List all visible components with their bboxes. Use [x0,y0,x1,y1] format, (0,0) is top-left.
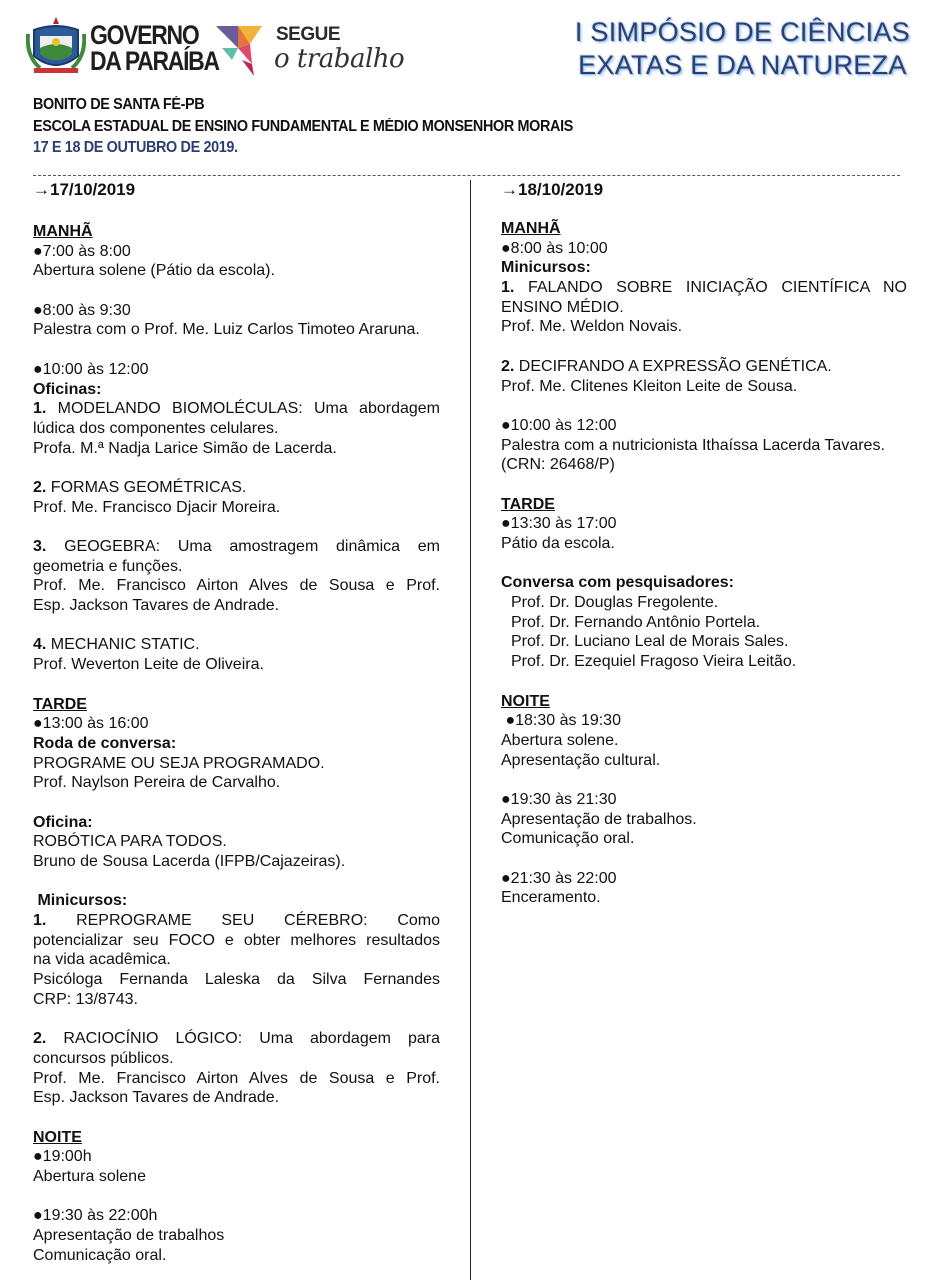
o-trabalho-text: o trabalho [274,44,405,74]
line-text: Enceramento. [501,889,601,907]
line-text: Oficina: [33,813,93,831]
line-text: ●19:30 às 22:00h [33,1207,158,1225]
line-text: Comunicação oral. [501,830,635,848]
line-text: Bruno de Sousa Lacerda (IFPB/Cajazeiras). [33,853,346,870]
line-text: ●18:30 às 19:30 [501,712,621,730]
blank-line [33,281,440,301]
line-text: NOITE [33,1128,82,1146]
schedule-line [33,1088,440,1108]
schedule-line [501,258,907,278]
event-dates: 17 E 18 DE OUTUBRO DE 2019. [33,139,238,156]
line-text: Psicóloga Fernanda Laleska da Silva Fernandes [33,971,440,989]
schedule-line [33,911,440,931]
line-text: ●13:30 às 17:00 [501,515,617,533]
schedule-line [501,357,907,377]
line-text: PROGRAME OU SEJA PROGRAMADO. [33,754,325,772]
line-text: ●8:00 às 10:00 [501,239,608,257]
schedule-line [33,439,440,459]
schedule-line [33,261,440,281]
line-text: Prof. Me. Francisco Airton Alves de Sousa e Prof. [33,1069,440,1087]
blank-line [33,1108,440,1128]
line-text: MANHÃ [501,220,561,237]
line-text: Apresentação de trabalhos. [501,810,697,828]
schedule-line [33,655,440,675]
line-text: Abertura solene (Pátio da escola). [33,262,275,280]
event-title [575,16,910,82]
schedule-line [501,711,907,731]
item-number: 1. [33,912,47,930]
line-text: Esp. Jackson Tavares de Andrade. [33,597,280,615]
schedule-line [33,1049,440,1069]
schedule-line [501,593,907,613]
item-number: 4. [33,636,47,654]
schedule-line [33,419,440,439]
line-text: Prof. Me. Francisco Djacir Moreira. [33,498,281,516]
line-text: REPROGRAME SEU CÉREBRO: Como [46,912,440,930]
schedule-line [33,813,440,833]
schedule-line [33,1029,440,1049]
schedule-line [33,970,440,990]
city: BONITO DE SANTA FÉ-PB [33,96,205,113]
governo-paraiba-logo [26,16,416,78]
day1-schedule [33,222,440,1265]
item-number: 1. [33,400,47,418]
line-text: Minicursos: [501,259,591,277]
line-text: ●13:00 às 16:00 [33,715,149,733]
schedule-line [33,1167,440,1187]
line-text: Oficinas: [33,380,102,398]
schedule-line [501,829,907,849]
blank-line [33,793,440,813]
line-text: Prof. Me. Weldon Novais. [501,318,683,336]
line-text: Prof. Weverton Leite de Oliveira. [33,656,264,674]
day2-schedule [501,219,907,908]
blank-line [33,1187,440,1207]
item-number: 2. [33,1030,47,1048]
blank-line [33,1010,440,1030]
line-text: Roda de conversa: [33,734,177,752]
column-divider [470,180,471,1280]
item-number: 3. [33,538,47,555]
line-text: FORMAS GEOMÉTRICAS. [46,478,247,496]
blank-line [33,458,440,478]
blank-line [501,849,907,869]
schedule-line [501,514,907,534]
schedule-line [501,613,907,633]
line-text: geometria e funções. [33,557,183,575]
line-text: ●10:00 às 12:00 [501,416,617,434]
line-text: ●10:00 às 12:00 [33,360,149,378]
blank-line [501,475,907,495]
blank-line [501,337,907,357]
schedule-line [501,810,907,830]
schedule-line [33,754,440,774]
schedule-line [501,534,907,554]
schedule-line [33,714,440,734]
schedule-line [33,734,440,754]
line-text: GEOGEBRA: Uma amostragem dinâmica em [46,538,440,555]
schedule-line [33,1069,440,1089]
line-text: Abertura solene [33,1168,146,1185]
line-text: Apresentação de trabalhos [33,1227,225,1245]
schedule-line [33,695,440,715]
blank-line [33,675,440,695]
line-text: CRP: 13/8743. [33,990,138,1008]
line-text: MANHÃ [33,223,93,240]
schedule-line [501,416,907,436]
schedule-line [501,692,907,712]
schedule-line [33,537,440,557]
line-text: Palestra com o Prof. Me. Luiz Carlos Timoteo Araruna. [33,321,420,339]
line-text: potencializar seu FOCO e obter melhores resultados [33,931,440,949]
schedule-line [501,573,907,593]
blank-line [33,872,440,892]
schedule-line [501,239,907,259]
schedule-line [33,635,440,655]
schedule-line [501,790,907,810]
triangles-logo-icon [216,18,266,76]
schedule-line [33,498,440,518]
schedule-line [33,576,440,596]
day1-title: →17/10/2019 [33,180,136,199]
schedule-line [33,596,440,616]
line-text: ●8:00 às 9:30 [33,301,131,319]
line-text: (CRN: 26468/P) [501,456,615,474]
schedule-line [501,869,907,889]
schedule-line [501,278,907,298]
blank-line [33,517,440,537]
schedule-line [33,360,440,380]
schedule-line [501,888,907,908]
horizontal-divider [33,175,900,176]
line-text: na vida acadêmica. [33,951,171,969]
line-text: ENSINO MÉDIO. [501,298,624,316]
schedule-line [33,380,440,400]
schedule-line [501,652,907,672]
event-title-line2: EXATAS E DA NATUREZA [578,50,907,80]
item-number: 2. [33,478,47,496]
blank-line [501,396,907,416]
line-text: Prof. Dr. Douglas Fregolente. [511,594,719,612]
schedule-line [33,832,440,852]
line-text: ●7:00 às 8:00 [33,242,131,260]
blank-line [501,554,907,574]
schedule-line [33,1226,440,1246]
schedule-line [501,751,907,771]
line-text: concursos públicos. [33,1049,174,1067]
schedule-line [33,891,440,911]
line-text: TARDE [33,695,87,713]
item-number: 1. [501,279,515,297]
schedule-line [33,1147,440,1167]
schedule-line [33,1246,440,1266]
schedule-line [501,495,907,515]
coat-of-arms-icon [26,16,86,78]
blank-line [33,616,440,636]
schedule-line [33,773,440,793]
line-text: Palestra com a nutricionista Ithaíssa Lacerda Tavares. [501,436,885,454]
line-text: ROBÓTICA PARA TODOS. [33,833,227,851]
line-text: Prof. Dr. Fernando Antônio Portela. [511,613,761,631]
schedule-line [501,377,907,397]
schedule-line [33,852,440,872]
line-text: Esp. Jackson Tavares de Andrade. [33,1089,280,1107]
schedule-line [501,317,907,337]
schedule-line [501,632,907,652]
line-text: MODELANDO BIOMOLÉCULAS: Uma abordagem [46,400,440,418]
schedule-line [33,950,440,970]
schedule-line [33,320,440,340]
schedule-line [501,731,907,751]
line-text: ●21:30 às 22:00 [501,869,617,887]
schedule-line [501,436,907,456]
item-number: 2. [501,357,515,375]
line-text: Prof. Dr. Luciano Leal de Morais Sales. [511,633,789,651]
schedule-line [33,399,440,419]
schedule-line [33,1206,440,1226]
schedule-line [501,298,907,318]
schedule-line [33,301,440,321]
blank-line [33,340,440,360]
schedule-line [33,222,440,242]
segue-text: SEGUE [276,24,341,45]
line-text: NOITE [501,692,550,710]
schedule-line [33,242,440,262]
line-text: Prof. Me. Clitenes Kleiton Leite de Sousa. [501,377,798,395]
schedule-line [33,1128,440,1148]
line-text: Minicursos: [33,892,128,910]
line-text: Pátio da escola. [501,535,615,552]
blank-line [501,770,907,790]
schedule-line [501,455,907,475]
schedule-line [33,990,440,1010]
school-name: ESCOLA ESTADUAL DE ENSINO FUNDAMENTAL E MÉDIO MONSENHOR MORAIS [33,118,573,135]
line-text: Prof. Me. Francisco Airton Alves de Sousa e Prof. [33,577,440,595]
day2-title: →18/10/2019 [501,180,604,199]
event-title-line1: I SIMPÓSIO DE CIÊNCIAS [574,17,910,47]
blank-line [501,672,907,692]
line-text: Apresentação cultural. [501,751,661,769]
line-text: RACIOCÍNIO LÓGICO: Uma abordagem para [46,1030,440,1048]
governo-text: GOVERNO DA PARAÍBA [90,20,219,76]
line-text: Conversa com pesquisadores: [501,574,734,592]
schedule-line [33,931,440,951]
line-text: Comunicação oral. [33,1246,167,1264]
line-text: Prof. Dr. Ezequiel Fragoso Vieira Leitão. [511,653,797,671]
line-text: Abertura solene. [501,731,619,749]
schedule-line [501,219,907,239]
line-text: FALANDO SOBRE INICIAÇÃO CIENTÍFICA NO [514,279,907,297]
line-text: Profa. M.ª Nadja Larice Simão de Lacerda. [33,439,337,457]
line-text: ●19:00h [33,1148,92,1166]
schedule-line [33,478,440,498]
line-text: Prof. Naylson Pereira de Carvalho. [33,774,281,792]
line-text: lúdica dos componentes celulares. [33,419,279,437]
line-text: ●19:30 às 21:30 [501,790,617,808]
schedule-line [33,557,440,577]
line-text: DECIFRANDO A EXPRESSÃO GENÉTICA. [514,357,832,375]
line-text: TARDE [501,495,555,513]
line-text: MECHANIC STATIC. [46,636,200,654]
